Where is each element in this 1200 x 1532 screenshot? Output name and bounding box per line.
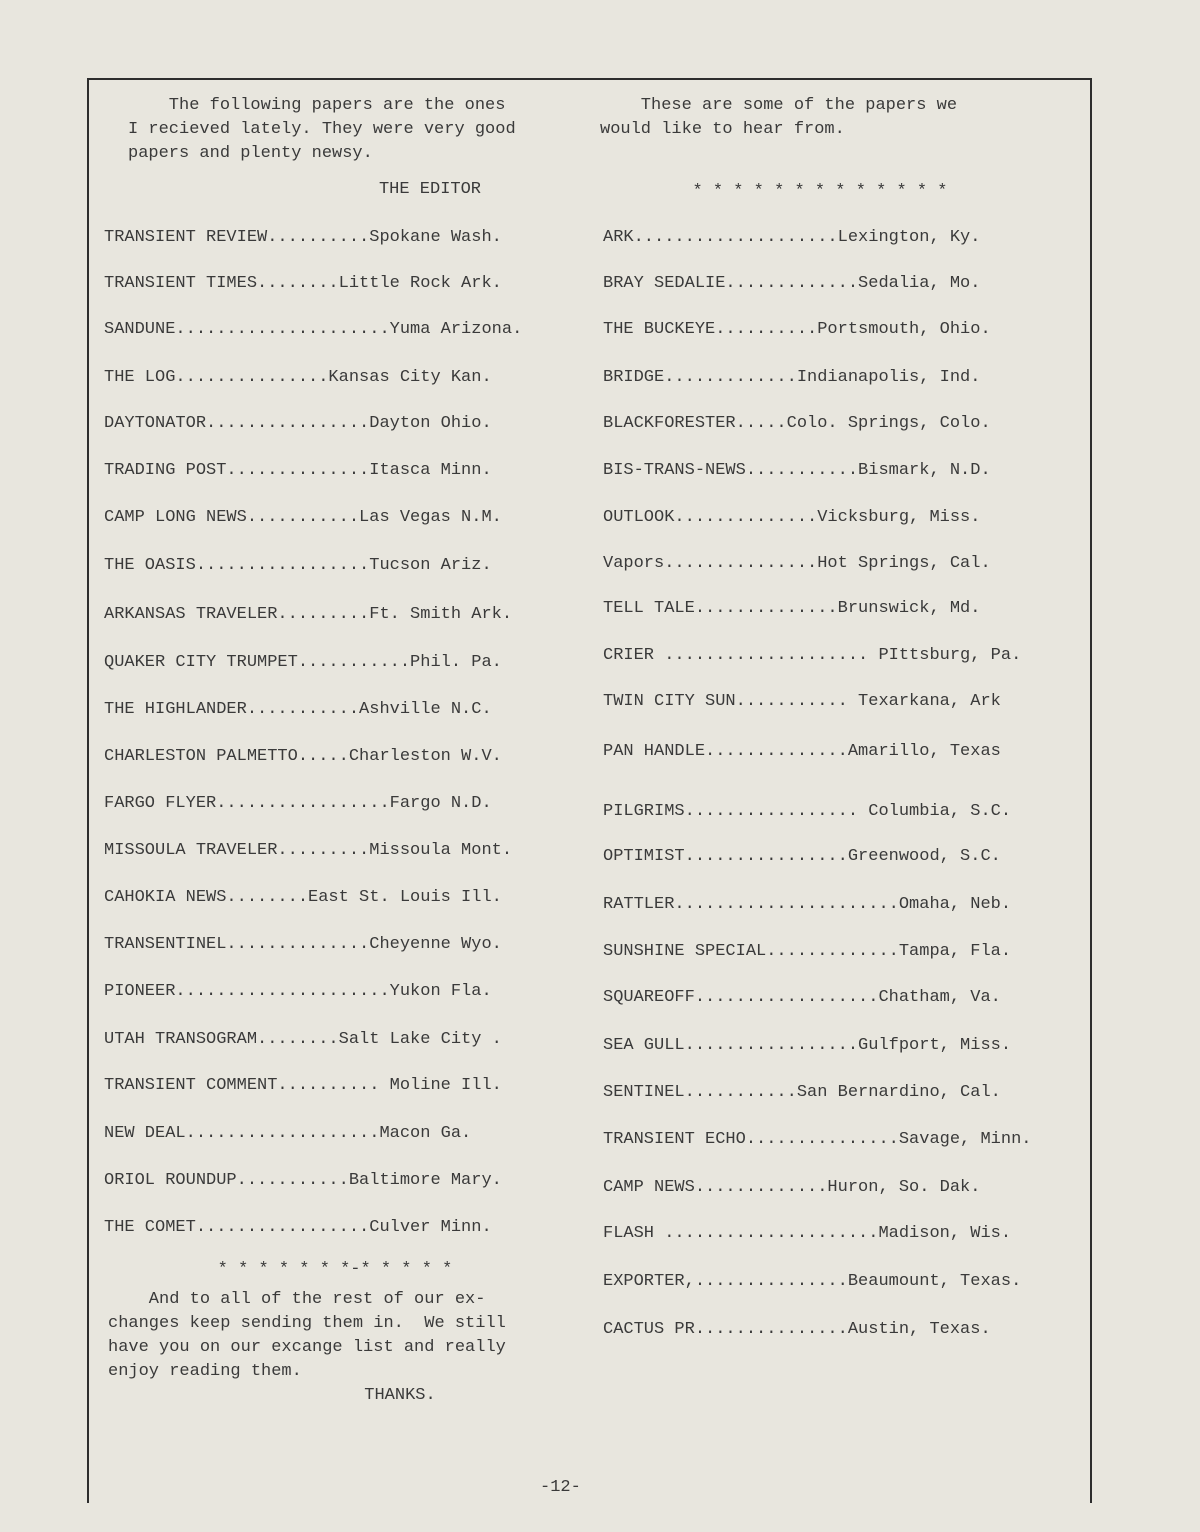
text-line: would like to hear from. xyxy=(600,120,845,139)
page-number: -12- xyxy=(540,1478,581,1497)
list-item: BRAY SEDALIE.............Sedalia, Mo. xyxy=(603,274,981,293)
list-item: PAN HANDLE..............Amarillo, Texas xyxy=(603,742,1001,761)
list-item: TRANSIENT ECHO...............Savage, Minn. xyxy=(603,1130,1032,1149)
list-item: EXPORTER,...............Beaumount, Texas. xyxy=(603,1272,1022,1291)
list-item: CHARLESTON PALMETTO.....Charleston W.V. xyxy=(104,747,502,766)
text-line: enjoy reading them. xyxy=(108,1362,302,1381)
list-item: THE COMET.................Culver Minn. xyxy=(104,1218,492,1237)
list-item: QUAKER CITY TRUMPET...........Phil. Pa. xyxy=(104,653,502,672)
list-item: SEA GULL.................Gulfport, Miss. xyxy=(603,1036,1012,1055)
list-item: PILGRIMS................. Columbia, S.C. xyxy=(603,802,1012,821)
list-item: SQUAREOFF..................Chatham, Va. xyxy=(603,988,1001,1007)
left-stars-divider: * * * * * * *-* * * * * xyxy=(217,1260,453,1279)
left-border xyxy=(87,78,89,1503)
list-item: CAHOKIA NEWS........East St. Louis Ill. xyxy=(104,888,502,907)
list-item: BRIDGE.............Indianapolis, Ind. xyxy=(603,368,981,387)
editor-signature: THE EDITOR xyxy=(378,180,482,199)
list-item: TWIN CITY SUN........... Texarkana, Ark xyxy=(603,692,1001,711)
right-border xyxy=(1090,78,1092,1503)
list-item: TRANSIENT TIMES........Little Rock Ark. xyxy=(104,274,502,293)
list-item: CACTUS PR...............Austin, Texas. xyxy=(603,1320,991,1339)
text-line: I recieved lately. They were very good xyxy=(128,120,516,139)
list-item: BLACKFORESTER.....Colo. Springs, Colo. xyxy=(603,414,991,433)
list-item: FLASH .....................Madison, Wis. xyxy=(603,1224,1012,1243)
right-intro xyxy=(600,94,957,142)
list-item: MISSOULA TRAVELER.........Missoula Mont. xyxy=(104,841,513,860)
list-item: RATTLER......................Omaha, Neb. xyxy=(603,895,1012,914)
list-item: SANDUNE.....................Yuma Arizona. xyxy=(104,320,523,339)
text-line: changes keep sending them in. We still xyxy=(108,1314,506,1333)
list-item: THE BUCKEYE..........Portsmouth, Ohio. xyxy=(603,320,991,339)
list-item: TRANSIENT COMMENT.......... Moline Ill. xyxy=(104,1076,502,1095)
list-item: CAMP NEWS.............Huron, So. Dak. xyxy=(603,1178,981,1197)
list-item: SENTINEL...........San Bernardino, Cal. xyxy=(603,1083,1001,1102)
list-item: NEW DEAL...................Macon Ga. xyxy=(104,1124,472,1143)
list-item: CAMP LONG NEWS...........Las Vegas N.M. xyxy=(104,508,502,527)
list-item: ARK....................Lexington, Ky. xyxy=(603,228,981,247)
text-line: These are some of the papers we xyxy=(600,96,958,115)
closing-paragraph xyxy=(108,1288,506,1384)
text-line: papers and plenty newsy. xyxy=(128,144,373,163)
right-stars-divider: * * * * * * * * * * * * * xyxy=(692,182,948,201)
list-item: UTAH TRANSOGRAM........Salt Lake City . xyxy=(104,1030,502,1049)
list-item: TELL TALE..............Brunswick, Md. xyxy=(603,599,981,618)
list-item: THE OASIS.................Tucson Ariz. xyxy=(104,556,492,575)
list-item: TRANSENTINEL..............Cheyenne Wyo. xyxy=(104,935,502,954)
list-item: ORIOL ROUNDUP...........Baltimore Mary. xyxy=(104,1171,502,1190)
left-intro xyxy=(128,94,516,166)
text-line: The following papers are the ones xyxy=(128,96,506,115)
list-item: ARKANSAS TRAVELER.........Ft. Smith Ark. xyxy=(104,605,513,624)
list-item: OUTLOOK..............Vicksburg, Miss. xyxy=(603,508,981,527)
list-item: TRANSIENT REVIEW..........Spokane Wash. xyxy=(104,228,502,247)
top-border xyxy=(87,78,1092,80)
thanks: THANKS. xyxy=(364,1386,436,1405)
list-item: THE LOG...............Kansas City Kan. xyxy=(104,368,492,387)
list-item: CRIER .................... PIttsburg, Pa. xyxy=(603,646,1022,665)
list-item: Vapors...............Hot Springs, Cal. xyxy=(603,554,991,573)
list-item: OPTIMIST................Greenwood, S.C. xyxy=(603,847,1001,866)
list-item: PIONEER.....................Yukon Fla. xyxy=(104,982,492,1001)
list-item: TRADING POST..............Itasca Minn. xyxy=(104,461,492,480)
text-line: have you on our excange list and really xyxy=(108,1338,506,1357)
text-line: And to all of the rest of our ex- xyxy=(108,1290,486,1309)
list-item: THE HIGHLANDER...........Ashville N.C. xyxy=(104,700,492,719)
list-item: BIS-TRANS-NEWS...........Bismark, N.D. xyxy=(603,461,991,480)
list-item: DAYTONATOR................Dayton Ohio. xyxy=(104,414,492,433)
list-item: FARGO FLYER.................Fargo N.D. xyxy=(104,794,492,813)
list-item: SUNSHINE SPECIAL.............Tampa, Fla. xyxy=(603,942,1012,961)
